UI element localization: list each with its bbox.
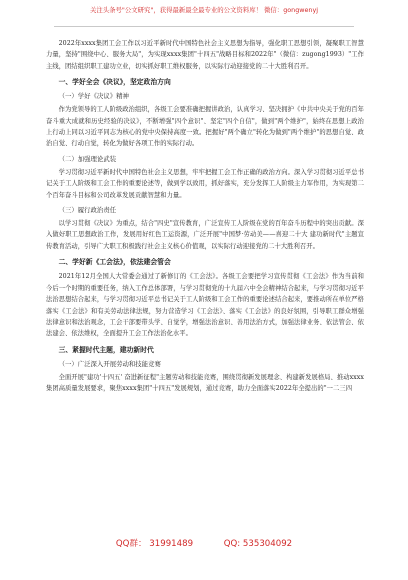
subsection-heading: （一）学好《决议》精神 bbox=[58, 92, 129, 101]
promo-banner bbox=[0, 6, 408, 15]
body-paragraph: 2022年xxxx集团工会工作以习近平新时代中国特色社会主义思想为指导，强化职工思想引领，凝聚职工智慧力量，坚持"围绕中心、服务大局"，为实现xxxx集团"十四五"战略目标和2022年"（微信：zugong1993）"工作主线，团结组织职工建功立业，切实抓好职工维权服务，以实际行动迎接党的二十大胜利召开。 bbox=[46, 40, 364, 70]
qq-group-label: QQ群： 31991489 bbox=[115, 539, 194, 549]
body-paragraph: 全面开展"建功'十四五' 奋进新征程"主题劳动和技能竞赛，围绕贯彻新发展理念、构建新发展格局、推动xxxx集团高质量发展要求，聚焦xxxx集团"十四五"发展规划，通过竞赛，助力全面落实2022年全提出的"一二三四 bbox=[46, 373, 364, 393]
body-paragraph: 学习贯彻习近平新时代中国特色社会主义思想，牢牢把握工会工作正确的政治方向。深入学习贯彻习近平总书记关于工人阶级和工会工作的重要论述等，做到学以致用，抓好落实，充分发挥工人阶级主力军作用，为实现第二个百年奋斗目标和公司改革发展贡献智慧和力量。 bbox=[46, 168, 364, 199]
body-paragraph: 以学习贯彻《决议》为重点，结合"四史"宣传教育，广泛宣传工人阶级在党的百年奋斗历程中的突出贡献。深入做好职工思想政治工作，发展用好红色工运资源，广泛开展"中国梦·劳动美——喜迎二十大 建功新时代"主题宣传教育活动，引导广大职工积极践行社会主义核心价值观，以实际行动迎接党的二十大胜利召开。 bbox=[46, 220, 364, 250]
subsection-heading: （三）履行政治责任 bbox=[58, 206, 117, 215]
banner-divider bbox=[54, 26, 354, 27]
section-heading: 一、学好全会《决议》，坚定政治方向 bbox=[58, 78, 171, 87]
footer-contact bbox=[0, 538, 408, 550]
section-heading: 三、紧握时代主题，建功新时代 bbox=[58, 345, 154, 354]
subsection-heading: （二）加强理论武装 bbox=[58, 154, 117, 163]
body-paragraph: 作为党领导的工人阶级政治组织，各级工会要准确把握讲政治，认真学习、坚决拥护《中共中央关于党的百年奋斗重大成就和历史经验的决议》，不断增强"四个意识"、坚定"四个自信"，做到"两个维护"，始终在思想上政治上行动上同以习近平同志为核心的党中央保持高度一致。把握好"两个确立"转化为做到"两个维护"的思想自觉、政治自觉、行动自觉，转化为做好各项工作的实际行动。 bbox=[46, 106, 364, 148]
subsection-heading: （一）广泛深入开展劳动和技能竞赛 bbox=[58, 359, 161, 368]
qq-contact-label: QQ: 535304092 bbox=[223, 539, 293, 549]
body-paragraph: 2021年12月全国人大常委会通过了新修订的《工会法》。各级工会要把学习宣传贯彻《工会法》作为当前和今后一个时期的重要任务，纳入工作总体部署，与学习贯彻党的十九届六中全会精神结合起来，与学习贯彻习近平法治思想结合起来，与学习贯彻习近平总书记关于工人阶级和工会工作的重要论述结合起来，要推动所在单位严格落实《工会法》和有关劳动法律法规，努力营造学习《工会法》、落实《工会法》的良好氛围，引导职工群众增强法律意识和法治观念，工会干部要带头学、自觉学，增强法治意识、善用法治方式，加强法律业务、依法管会、依法建会、依法维权，全面提升工会工作法治化水平。 bbox=[46, 273, 364, 338]
promo-banner-line: 关注头条号"公文研究"，获得最新最全最专业的公文资料库！ 微信：gongwenyj bbox=[89, 6, 319, 14]
document-body bbox=[46, 38, 364, 395]
section-heading: 二、学好新《工会法》，依法建会管会 bbox=[58, 258, 171, 267]
